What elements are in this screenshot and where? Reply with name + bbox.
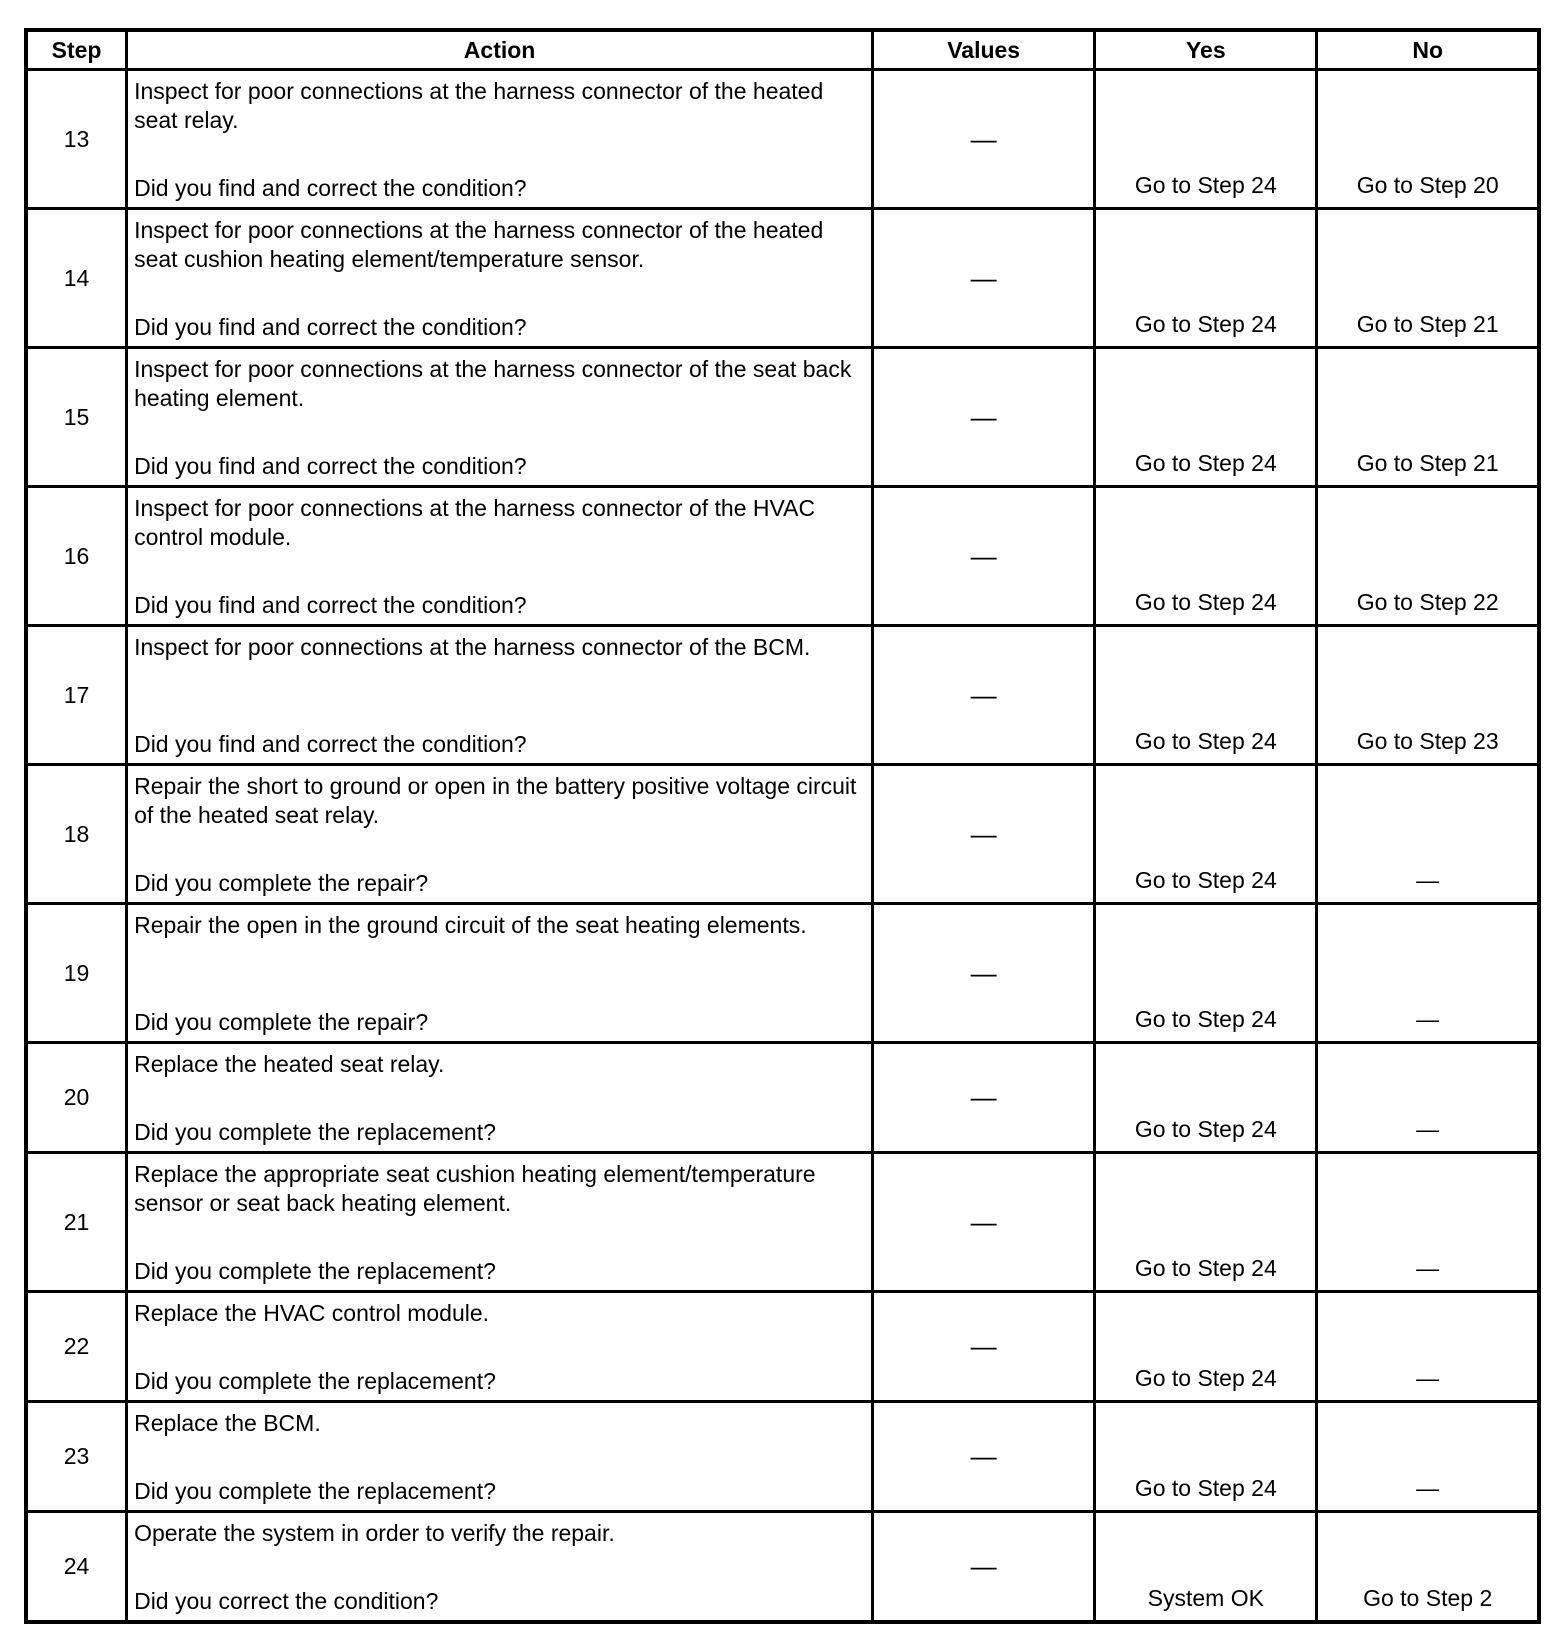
action-instruction: Repair the open in the ground circuit of the seat heating elements. <box>134 912 807 938</box>
action-cell <box>127 209 873 348</box>
yes-result: System OK <box>1147 1585 1264 1611</box>
action-cell <box>127 904 873 1043</box>
header-values: Values <box>873 30 1095 70</box>
no-cell <box>1317 70 1539 209</box>
values-cell: — <box>873 1292 1095 1402</box>
action-instruction: Inspect for poor connections at the harness connector of the heated seat relay. <box>134 78 824 133</box>
action-instruction: Replace the HVAC control module. <box>134 1300 490 1326</box>
no-cell <box>1317 626 1539 765</box>
action-cell <box>127 1292 873 1402</box>
step-number: 20 <box>26 1043 127 1153</box>
step-number: 17 <box>26 626 127 765</box>
action-instruction: Replace the heated seat relay. <box>134 1051 445 1077</box>
step-number: 21 <box>26 1153 127 1292</box>
yes-result: Go to Step 24 <box>1134 1475 1277 1501</box>
no-cell <box>1317 1512 1539 1623</box>
yes-result: Go to Step 24 <box>1134 311 1277 337</box>
yes-cell <box>1095 487 1317 626</box>
values-cell: — <box>873 1153 1095 1292</box>
table-row <box>26 348 1539 487</box>
table-row <box>26 70 1539 209</box>
no-cell <box>1317 904 1539 1043</box>
yes-cell <box>1095 1402 1317 1512</box>
no-result: Go to Step 23 <box>1356 728 1499 754</box>
yes-result: Go to Step 24 <box>1134 450 1277 476</box>
action-cell <box>127 1512 873 1623</box>
yes-cell <box>1095 1043 1317 1153</box>
action-cell <box>127 348 873 487</box>
action-cell <box>127 765 873 904</box>
action-cell <box>127 487 873 626</box>
no-cell <box>1317 348 1539 487</box>
step-number: 16 <box>26 487 127 626</box>
yes-cell <box>1095 626 1317 765</box>
action-question: Did you complete the repair? <box>134 870 429 896</box>
action-cell <box>127 1402 873 1512</box>
action-question: Did you find and correct the condition? <box>134 175 527 201</box>
yes-result: Go to Step 24 <box>1134 867 1277 893</box>
step-number: 19 <box>26 904 127 1043</box>
table-row <box>26 904 1539 1043</box>
no-cell <box>1317 1153 1539 1292</box>
action-cell <box>127 1043 873 1153</box>
yes-result: Go to Step 24 <box>1134 728 1277 754</box>
no-result: — <box>1416 1116 1440 1142</box>
action-question: Did you correct the condition? <box>134 1588 439 1614</box>
action-instruction: Inspect for poor connections at the harness connector of the heated seat cushion heating element/temperature sensor. <box>134 217 824 272</box>
yes-result: Go to Step 24 <box>1134 1116 1277 1142</box>
yes-result: Go to Step 24 <box>1134 589 1277 615</box>
action-question: Did you complete the replacement? <box>134 1368 496 1394</box>
header-yes: Yes <box>1095 30 1317 70</box>
values-cell: — <box>873 626 1095 765</box>
table-row <box>26 626 1539 765</box>
table-row <box>26 487 1539 626</box>
action-instruction: Operate the system in order to verify the repair. <box>134 1520 615 1546</box>
values-cell: — <box>873 1402 1095 1512</box>
step-number: 13 <box>26 70 127 209</box>
values-cell: — <box>873 765 1095 904</box>
no-cell <box>1317 1292 1539 1402</box>
no-result: Go to Step 21 <box>1356 311 1499 337</box>
step-number: 15 <box>26 348 127 487</box>
action-question: Did you complete the replacement? <box>134 1478 496 1504</box>
table-row <box>26 765 1539 904</box>
yes-cell <box>1095 765 1317 904</box>
no-cell <box>1317 209 1539 348</box>
yes-cell <box>1095 1512 1317 1623</box>
values-cell: — <box>873 209 1095 348</box>
action-question: Did you complete the replacement? <box>134 1119 496 1145</box>
yes-result: Go to Step 24 <box>1134 1365 1277 1391</box>
yes-result: Go to Step 24 <box>1134 172 1277 198</box>
no-result: — <box>1416 1255 1440 1281</box>
action-question: Did you find and correct the condition? <box>134 731 527 757</box>
values-cell: — <box>873 348 1095 487</box>
yes-cell <box>1095 209 1317 348</box>
table-row <box>26 1402 1539 1512</box>
action-instruction: Replace the appropriate seat cushion heating element/temperature sensor or seat back heating element. <box>134 1161 816 1216</box>
action-question: Did you complete the repair? <box>134 1009 429 1035</box>
action-question: Did you find and correct the condition? <box>134 314 527 340</box>
yes-result: Go to Step 24 <box>1134 1255 1277 1281</box>
step-number: 22 <box>26 1292 127 1402</box>
no-result: Go to Step 22 <box>1356 589 1499 615</box>
action-question: Did you complete the replacement? <box>134 1258 496 1284</box>
action-instruction: Inspect for poor connections at the harness connector of the HVAC control module. <box>134 495 816 550</box>
action-instruction: Inspect for poor connections at the harness connector of the BCM. <box>134 634 811 660</box>
no-result: Go to Step 20 <box>1356 172 1499 198</box>
no-cell <box>1317 1043 1539 1153</box>
action-cell <box>127 1153 873 1292</box>
values-cell: — <box>873 487 1095 626</box>
header-row <box>26 30 1539 70</box>
no-result: Go to Step 2 <box>1363 1585 1493 1611</box>
table-row <box>26 209 1539 348</box>
table-row <box>26 1292 1539 1402</box>
no-cell <box>1317 1402 1539 1512</box>
action-question: Did you find and correct the condition? <box>134 453 527 479</box>
action-cell <box>127 70 873 209</box>
values-cell: — <box>873 1043 1095 1153</box>
no-cell <box>1317 487 1539 626</box>
yes-cell <box>1095 1292 1317 1402</box>
table-row <box>26 1043 1539 1153</box>
yes-cell <box>1095 70 1317 209</box>
table-row <box>26 1512 1539 1623</box>
header-action: Action <box>127 30 873 70</box>
action-cell <box>127 626 873 765</box>
values-cell: — <box>873 70 1095 209</box>
no-result: — <box>1416 1006 1440 1032</box>
yes-result: Go to Step 24 <box>1134 1006 1277 1032</box>
no-result: — <box>1416 867 1440 893</box>
no-cell <box>1317 765 1539 904</box>
yes-cell <box>1095 1153 1317 1292</box>
values-cell: — <box>873 1512 1095 1623</box>
step-number: 24 <box>26 1512 127 1623</box>
yes-cell <box>1095 904 1317 1043</box>
header-step: Step <box>26 30 127 70</box>
step-number: 14 <box>26 209 127 348</box>
action-instruction: Repair the short to ground or open in the battery positive voltage circuit of the heated seat relay. <box>134 773 857 828</box>
action-instruction: Inspect for poor connections at the harness connector of the seat back heating element. <box>134 356 852 411</box>
step-number: 23 <box>26 1402 127 1512</box>
no-result: — <box>1416 1475 1440 1501</box>
no-result: — <box>1416 1365 1440 1391</box>
header-no: No <box>1317 30 1539 70</box>
table-row <box>26 1153 1539 1292</box>
values-cell: — <box>873 904 1095 1043</box>
no-result: Go to Step 21 <box>1356 450 1499 476</box>
action-instruction: Replace the BCM. <box>134 1410 321 1436</box>
yes-cell <box>1095 348 1317 487</box>
diagnostic-table <box>24 28 1541 1624</box>
step-number: 18 <box>26 765 127 904</box>
action-question: Did you find and correct the condition? <box>134 592 527 618</box>
